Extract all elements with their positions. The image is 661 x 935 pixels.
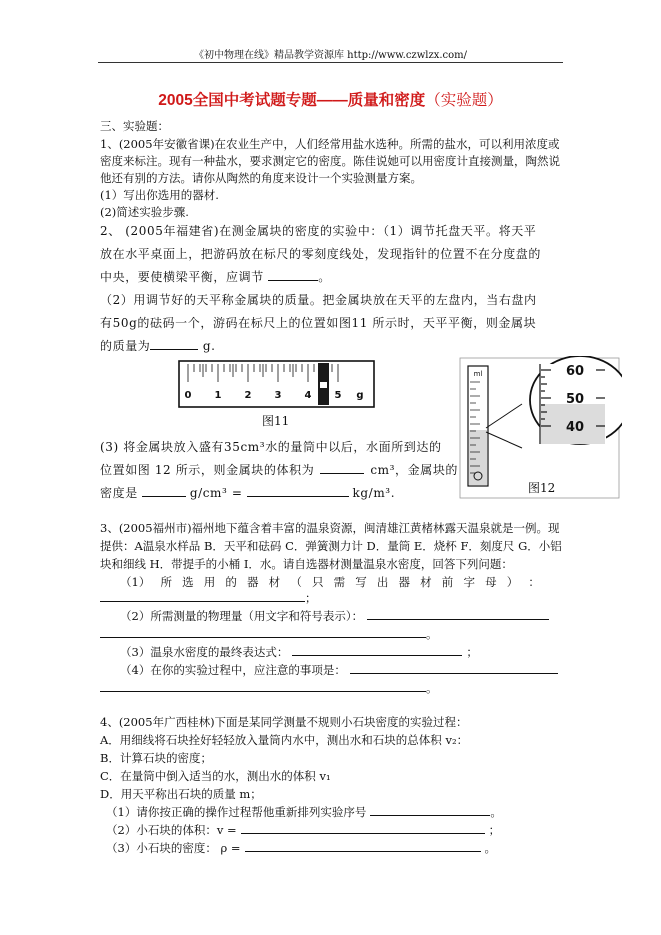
q1-line: 他还有别的方法。请你从陶然的角度来设计一个实验测量方案。	[100, 171, 422, 185]
blank-stone-volume[interactable]	[241, 822, 485, 834]
q4-line: A．用细线将石块拴好轻轻放入量筒内水中，测出水和石块的总体积 v₂：	[100, 733, 469, 747]
blank-equipment[interactable]	[100, 590, 305, 602]
blank-quantities[interactable]	[367, 608, 549, 620]
blank-notes-cont[interactable]	[100, 680, 426, 692]
blank-volume[interactable]	[320, 462, 364, 474]
q3-line: 提供：A温泉水样品 B．天平和砝码 C．弹簧测力计 D．量筒 E．烧杯 F．刻度尺 G．小铝	[100, 539, 562, 553]
ruler-label: 0	[184, 390, 192, 401]
blank-density-gcm3[interactable]	[142, 485, 186, 497]
figure-12-caption: 图12	[528, 481, 556, 495]
q1-line: (1）写出你选用的器材.	[100, 188, 219, 202]
q2-line: 位置如图 12 所示，则金属块的体积为 cm³，金属块的	[100, 463, 459, 477]
blank-notes[interactable]	[350, 662, 558, 674]
page-title	[0, 88, 661, 110]
header-divider	[98, 62, 563, 63]
q3-line: 。	[100, 626, 438, 642]
q3-line: （4）在你的实验过程中，应注意的事项是：	[120, 662, 558, 678]
q3-line: （2）所需测量的物理量（用文字和符号表示）：	[120, 608, 549, 624]
ruler-label: 5	[334, 390, 342, 401]
blank-quantities-cont[interactable]	[100, 626, 426, 638]
q4-line: C．在量筒中倒入适当的水，测出水的体积 v₁	[100, 769, 331, 783]
title-suffix: （实验题）	[425, 92, 503, 109]
blank-order[interactable]	[370, 804, 490, 816]
q4-line: D．用天平称出石块的质量 m；	[100, 787, 262, 801]
figure-11-caption: 图11	[262, 414, 290, 428]
q3-line	[120, 574, 540, 590]
zoom-label: 60	[565, 364, 585, 379]
q4-line: B．计算石块的密度；	[100, 751, 212, 765]
blank-mass[interactable]	[150, 338, 198, 350]
q1-line: 1、(2005年安徽省课)在农业生产中，人们经常用盐水选种。所需的盐水，可以利用浓度或	[100, 137, 560, 151]
ruler-label: 4	[304, 390, 312, 401]
q1-line: 密度来标注。现有一种盐水，要求测定它的密度。陈佳说她可以用密度计直接测量，陶然说	[100, 154, 560, 168]
cylinder-unit: ml	[473, 370, 483, 378]
zoom-label: 40	[565, 420, 585, 435]
q4-line: （3）小石块的密度： ρ = 。	[106, 841, 497, 855]
q2-line: 有50g的砝码一个，游码在标尺上的位置如图11 所示时，天平平衡，则金属块	[100, 316, 537, 330]
q4-line: （1）请你按正确的操作过程帮他重新排列实验序号 。	[106, 805, 502, 819]
title-main: 2005全国中考试题专题——质量和密度	[158, 92, 426, 109]
q3-line: 3、(2005福州市)福州地下蕴含着丰富的温泉资源，闽清雄江黄楮林露天温泉就是一例。现	[100, 521, 560, 535]
q2-line: (3) 将金属块放入盛有35cm³水的量筒中以后，水面所到达的	[100, 440, 442, 454]
q3-line: 块和细线 H．带提手的小桶 I．水。请自选器材测量温泉水密度，回答下列问题：	[100, 557, 513, 571]
q3-line: （3）温泉水密度的最终表达式： ；	[120, 645, 478, 659]
q4-line: 4、(2005年广西桂林)下面是某同学测量不规则小石块密度的实验过程：	[100, 715, 468, 729]
ruler-label: 1	[214, 390, 222, 401]
q2-line: 的质量为 g.	[100, 339, 216, 353]
page-header: 《初中物理在线》精品教学资源库 http://www.czwlzx.com/	[193, 50, 468, 61]
q2-line: （2）用调节好的天平称金属块的质量。把金属块放在天平的左盘内，当右盘内	[100, 293, 537, 307]
blank-stone-density[interactable]	[245, 840, 481, 852]
figure-11-ruler	[178, 360, 376, 410]
q1-line: (2)简述实验步骤.	[100, 205, 189, 219]
q3-line: 。	[100, 680, 438, 696]
blank-adjust[interactable]	[268, 269, 318, 281]
blank-density-kgm3[interactable]	[247, 485, 349, 497]
q3-line: ；	[100, 590, 317, 606]
blank-expression[interactable]	[292, 644, 462, 656]
ruler-unit: g	[356, 390, 364, 401]
q2-line: 2、 (2005年福建省)在测金属块的密度的实验中：（1）调节托盘天平。将天平	[100, 224, 537, 238]
q4-line: （2）小石块的体积：v = ；	[106, 823, 501, 837]
q2-line: 中央，要使横梁平衡，应调节 。	[100, 270, 331, 284]
zoom-label: 50	[565, 392, 585, 407]
ruler-label: 2	[244, 390, 252, 401]
section-heading: 三、实验题：	[100, 119, 169, 133]
q3-spread-text: （1） 所 选 用 的 器 材 （ 只 需 写 出 器 材 前 字 母 ） ：	[120, 575, 540, 589]
q2-line: 密度是 g/cm³ = kg/m³.	[100, 486, 396, 500]
q2-line: 放在水平桌面上，把游码放在标尺的零刻度线处，发现指针的位置不在分度盘的	[100, 247, 542, 261]
rider-weight-window	[320, 382, 327, 388]
ruler-label: 3	[274, 390, 282, 401]
